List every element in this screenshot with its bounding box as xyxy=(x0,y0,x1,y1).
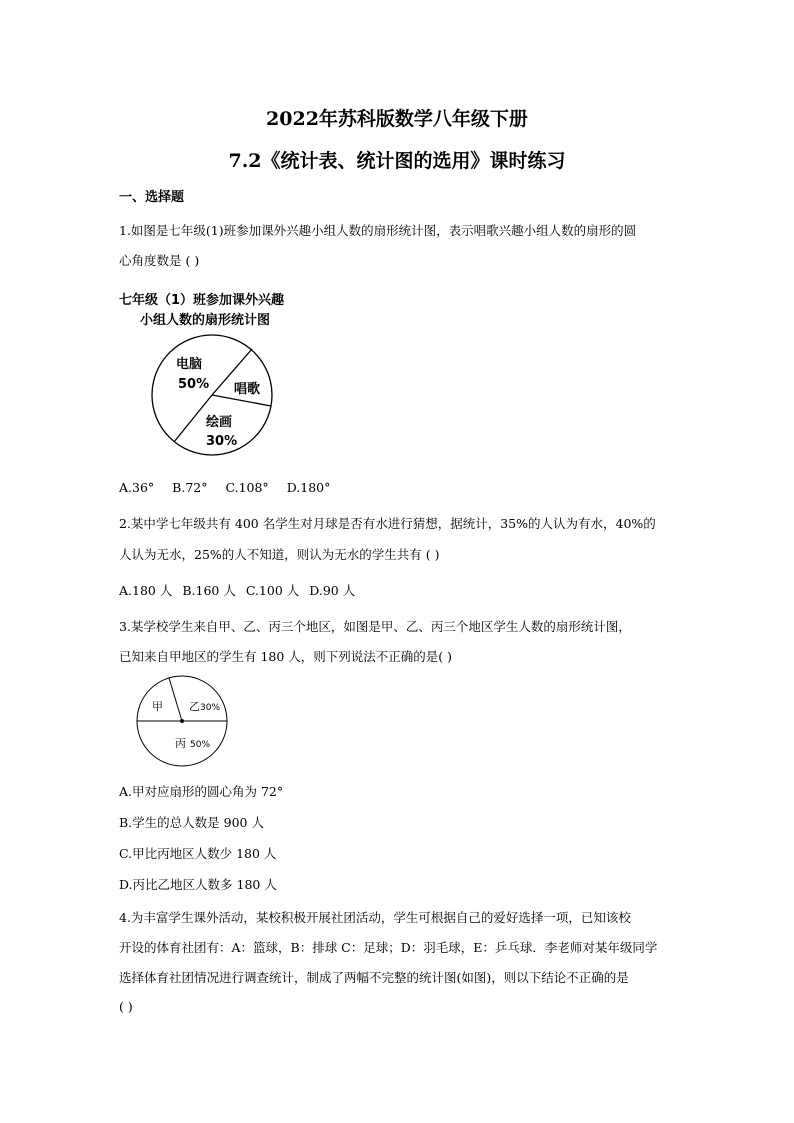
q3-slice-value-bing: 50% xyxy=(190,740,211,750)
q3-option-a: A.甲对应扇形的圆心角为 72° xyxy=(119,784,284,799)
q2-option-c: C.100 人 xyxy=(245,583,300,598)
q3-stem-line1: 3.某学校学生来自甲、乙、丙三个地区，如图是甲、乙、丙三个地区学生人数的扇形统计图， xyxy=(119,619,631,634)
q3-slice-label-yi: 乙 xyxy=(189,700,200,713)
q3-option-d: D.丙比乙地区人数多 180 人 xyxy=(119,877,277,892)
q3-slice-value-yi: 30% xyxy=(200,703,221,713)
q1-slice-value-computer: 50% xyxy=(178,377,210,392)
q3-pie-chart xyxy=(134,675,234,770)
q4-stem-line4: ( ) xyxy=(119,999,133,1014)
q1-pie-chart xyxy=(140,330,290,460)
q1-slice-label-painting: 绘画 xyxy=(206,415,233,430)
q3-pie-center-dot xyxy=(180,719,184,723)
q1-option-c: C.108° xyxy=(225,480,269,495)
q3-pie-radius xyxy=(169,678,182,721)
q2-option-b: B.160 人 xyxy=(182,583,236,598)
section-heading: 一、选择题 xyxy=(119,190,185,205)
q4-stem-line2: 开设的体育社团有：A：篮球，B：排球 C：足球；D：羽毛球，E：乒乓球．李老师对某年级同学 xyxy=(119,940,658,955)
q4-stem-line3: 选择体育社团情况进行调查统计，制成了两幅不完整的统计图(如图)，则以下结论不正确的是 xyxy=(119,970,629,985)
q2-option-d: D.90 人 xyxy=(309,583,356,598)
q1-stem-line1: 1.如图是七年级(1)班参加课外兴趣小组人数的扇形统计图，表示唱歌兴趣小组人数的扇形的圆 xyxy=(119,223,637,238)
q1-chart-title-line2: 小组人数的扇形统计图 xyxy=(140,313,271,328)
q3-stem-line2: 已知来自甲地区的学生有 180 人，则下列说法不正确的是( ) xyxy=(119,649,453,664)
document-subtitle: 7.2《统计表、统计图的选用》课时练习 xyxy=(228,150,566,172)
q2-options xyxy=(119,581,373,599)
q1-slice-label-singing: 唱歌 xyxy=(234,382,261,397)
q3-slice-label-jia: 甲 xyxy=(152,700,163,713)
q1-slice-label-computer: 电脑 xyxy=(176,357,203,372)
q1-options xyxy=(119,480,348,495)
q1-chart-title-line1: 七年级（1）班参加课外兴趣 xyxy=(119,293,285,308)
q1-option-a: A.36° xyxy=(119,480,155,495)
q3-option-c: C.甲比丙地区人数少 180 人 xyxy=(119,846,277,861)
q2-stem-line2: 人认为无水，25%的人不知道，则认为无水的学生共有 ( ) xyxy=(119,547,440,562)
q4-stem-line1: 4.为丰富学生课外活动，某校积极开展社团活动，学生可根据自己的爱好选择一项，已知该校 xyxy=(119,910,631,925)
document-title: 2022年苏科版数学八年级下册 xyxy=(266,108,528,130)
q2-option-a: A.180 人 xyxy=(119,583,173,598)
q3-option-b: B.学生的总人数是 900 人 xyxy=(119,815,264,830)
q2-stem-line1: 2.某中学七年级共有 400 名学生对月球是否有水进行猜想，据统计，35%的人认为有水，40%的 xyxy=(119,516,656,531)
q3-slice-label-bing: 丙 xyxy=(175,737,186,750)
q1-slice-value-painting: 30% xyxy=(206,434,238,449)
q1-stem-line2: 心角度数是 ( ) xyxy=(119,253,200,268)
q1-option-b: B.72° xyxy=(172,480,208,495)
q1-option-d: D.180° xyxy=(286,480,331,495)
